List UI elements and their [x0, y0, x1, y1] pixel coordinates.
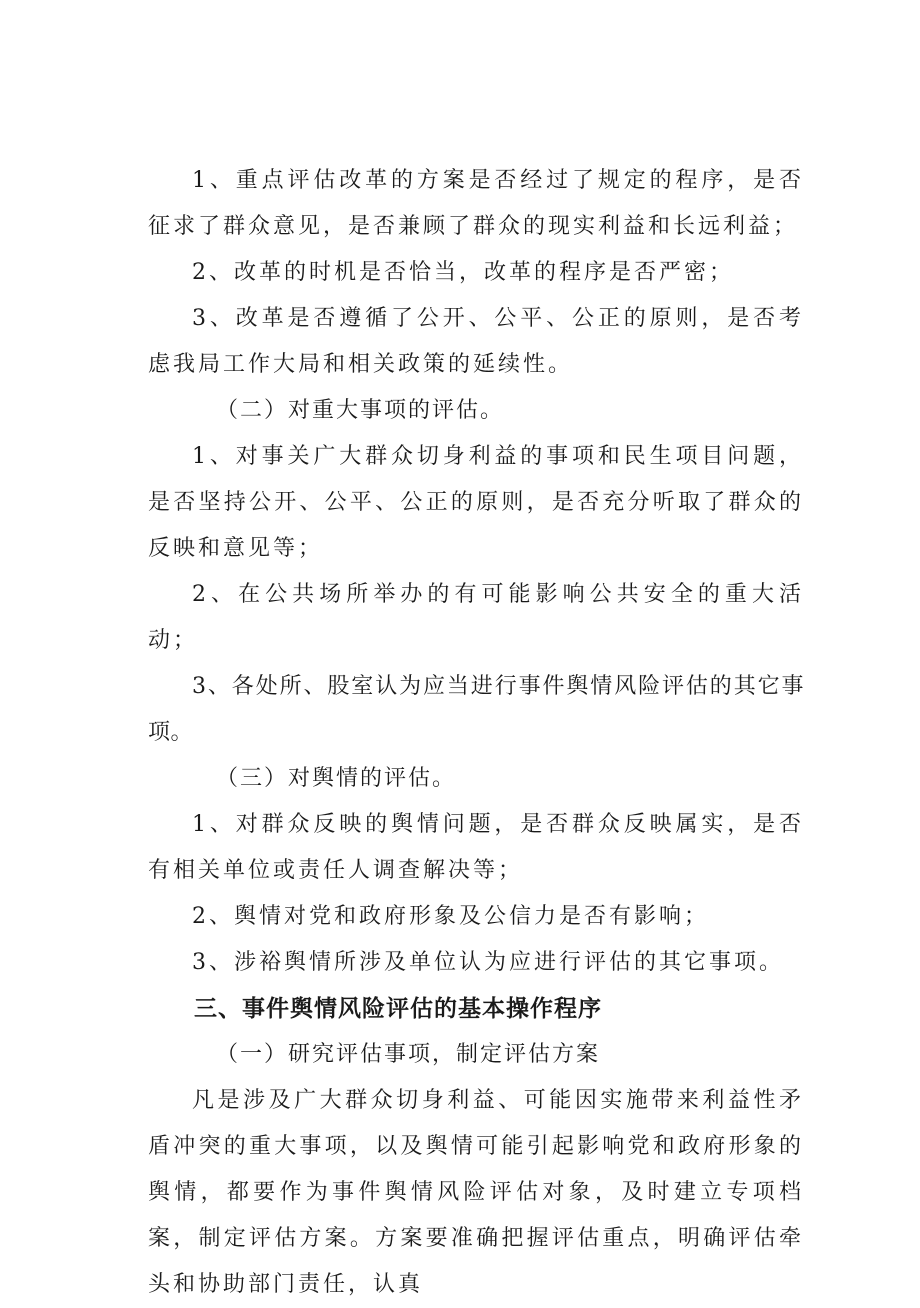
- paragraph-plan-body: 凡是涉及广大群众切身利益、可能因实施带来利益性矛盾冲突的重大事项，以及舆情可能引起影响党和政府形象的舆情，都要作为事件舆情风险评估对象，及时建立专项档案，制定评估方案。方案要准确把握评估重点，明确评估牵头和协助部门责任，认真: [148, 1088, 804, 1297]
- subheading-major-matters: （二）对重大事项的评估。: [216, 398, 505, 423]
- subheading-public-opinion: （三）对舆情的评估。: [216, 766, 457, 791]
- paragraph-reform-item-1: 1、重点评估改革的方案是否经过了规定的程序，是否征求了群众意见，是否兼顾了群众的现实利益和长远利益；: [148, 168, 804, 239]
- document-body: [148, 158, 804, 1308]
- paragraph-opinion-item-2: 2、舆情对党和政府形象及公信力是否有影响；: [192, 904, 709, 929]
- paragraph-opinion-item-3: 3、涉裕舆情所涉及单位认为应进行评估的其它事项。: [192, 950, 784, 975]
- paragraph-major-item-2: 2、在公共场所举办的有可能影响公共安全的重大活动；: [148, 582, 804, 653]
- section-heading-procedure: 三、事件舆情风险评估的基本操作程序: [194, 996, 602, 1022]
- subheading-study-plan: （一）研究评估事项，制定评估方案: [216, 1042, 601, 1067]
- paragraph-reform-item-3: 3、改革是否遵循了公开、公平、公正的原则，是否考虑我局工作大局和相关政策的延续性。: [148, 306, 804, 377]
- paragraph-major-item-3: 3、各处所、股室认为应当进行事件舆情风险评估的其它事项。: [148, 674, 804, 745]
- paragraph-opinion-item-1: 1、对群众反映的舆情问题，是否群众反映属实，是否有相关单位或责任人调查解决等；: [148, 812, 804, 883]
- paragraph-reform-item-2: 2、改革的时机是否恰当，改革的程序是否严密；: [192, 260, 734, 285]
- paragraph-major-item-1: 1、对事关广大群众切身利益的事项和民生项目问题，是否坚持公开、公平、公正的原则，是否充分听取了群众的反映和意见等；: [148, 444, 804, 561]
